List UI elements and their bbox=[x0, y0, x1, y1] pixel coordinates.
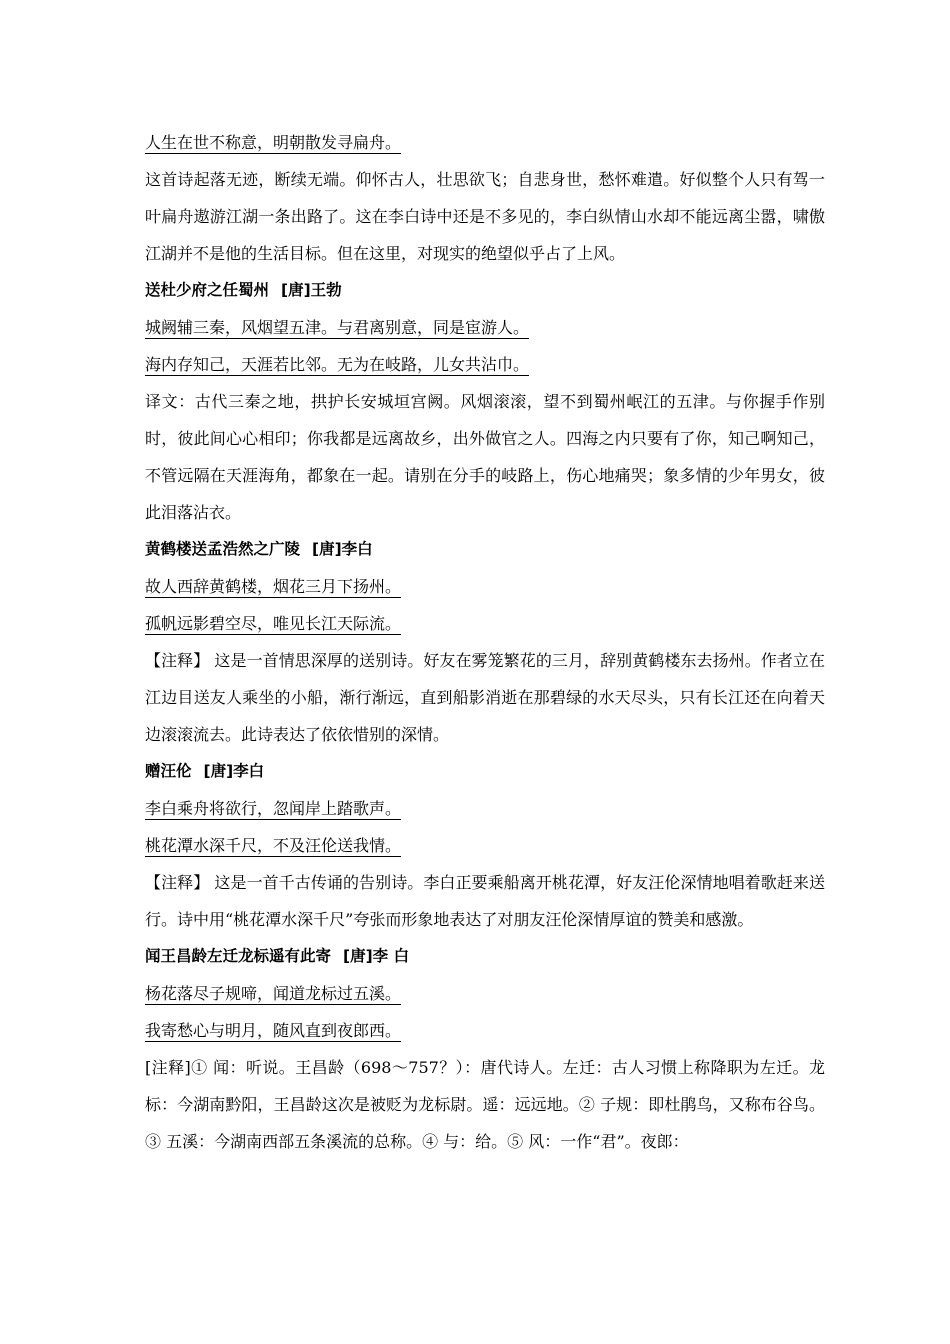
poem-author: [唐]李白 bbox=[203, 762, 265, 780]
poem-line: 我寄愁心与明月，随风直到夜郎西。 bbox=[145, 1021, 402, 1040]
poem-author: [唐]李 白 bbox=[343, 947, 410, 965]
poem-title bbox=[145, 531, 825, 568]
poem-line: 故人西辞黄鹤楼，烟花三月下扬州。 bbox=[145, 577, 402, 596]
poem-annotation: 【注释】 这是一首情思深厚的送别诗。好友在雾笼繁花的三月，辞别黄鹤楼东去扬州。作者立在江边目送友人乘坐的小船，渐行渐远，直到船影消逝在那碧绿的水天尽头，只有长江还在向着天边滚滚流去。此诗表达了依依惜别的深情。 bbox=[145, 651, 825, 744]
poem-annotation: 【注释】 这是一首千古传诵的告别诗。李白正要乘船离开桃花潭，好友汪伦深情地唱着歌赶来送行。诗中用“桃花潭水深千尺”夸张而形象地表达了对朋友汪伦深情厚谊的赞美和感激。 bbox=[145, 873, 825, 929]
poem-author: [唐]王勃 bbox=[281, 281, 342, 299]
poem-line: 人生在世不称意，明朝散发寻扁舟。 bbox=[145, 133, 402, 152]
poem-title bbox=[145, 272, 825, 309]
poem-line: 海内存知己，天涯若比邻。无为在岐路，儿女共沾巾。 bbox=[145, 355, 530, 374]
poem-title-text: 闻王昌龄左迁龙标遥有此寄 bbox=[145, 947, 332, 965]
poem-title-text: 黄鹤楼送孟浩然之广陵 bbox=[145, 540, 301, 558]
poem-line: 杨花落尽子规啼，闻道龙标过五溪。 bbox=[145, 984, 402, 1003]
poem-line: 李白乘舟将欲行，忽闻岸上踏歌声。 bbox=[145, 799, 402, 818]
poem-translation: 译文：古代三秦之地，拱护长安城垣宫阙。风烟滚滚，望不到蜀州岷江的五津。与你握手作别时，彼此间心心相印；你我都是远离故乡，出外做官之人。四海之内只要有了你，知己啊知己，不管远隔在天涯海角，都象在一起。请别在分手的岐路上，伤心地痛哭；象多情的少年男女，彼此泪落沾衣。 bbox=[145, 392, 825, 522]
poem-line: 桃花潭水深千尺，不及汪伦送我情。 bbox=[145, 836, 402, 855]
poem-title-text: 赠汪伦 bbox=[145, 762, 192, 780]
poem-title bbox=[145, 753, 825, 790]
poem-commentary: 这首诗起落无迹，断续无端。仰怀古人，壮思欲飞；自悲身世，愁怀难遣。好似整个人只有驾一叶扁舟遨游江湖一条出路了。这在李白诗中还是不多见的，李白纵情山水却不能远离尘嚣，啸傲江湖并不是他的生活目标。但在这里，对现实的绝望似乎占了上风。 bbox=[145, 170, 825, 263]
poem-title-text: 送杜少府之任蜀州 bbox=[145, 281, 270, 299]
poem-title bbox=[145, 938, 825, 975]
poem-line: 城阙辅三秦，风烟望五津。与君离别意，同是宦游人。 bbox=[145, 318, 530, 337]
poem-annotation: [注释]① 闻：听说。王昌龄（698～757？）：唐代诗人。左迁：古人习惯上称降职为左迁。龙标：今湖南黔阳，王昌龄这次是被贬为龙标尉。遥：远远地。② 子规：即杜鹃鸟，又称布谷鸟。③ 五溪：今湖南西部五条溪流的总称。④ 与：给。⑤ 风：一作“君”。夜郎： bbox=[145, 1058, 825, 1151]
poem-line: 孤帆远影碧空尽，唯见长江天际流。 bbox=[145, 614, 402, 633]
page-content bbox=[145, 124, 825, 1160]
poem-author: [唐]李白 bbox=[312, 540, 373, 558]
